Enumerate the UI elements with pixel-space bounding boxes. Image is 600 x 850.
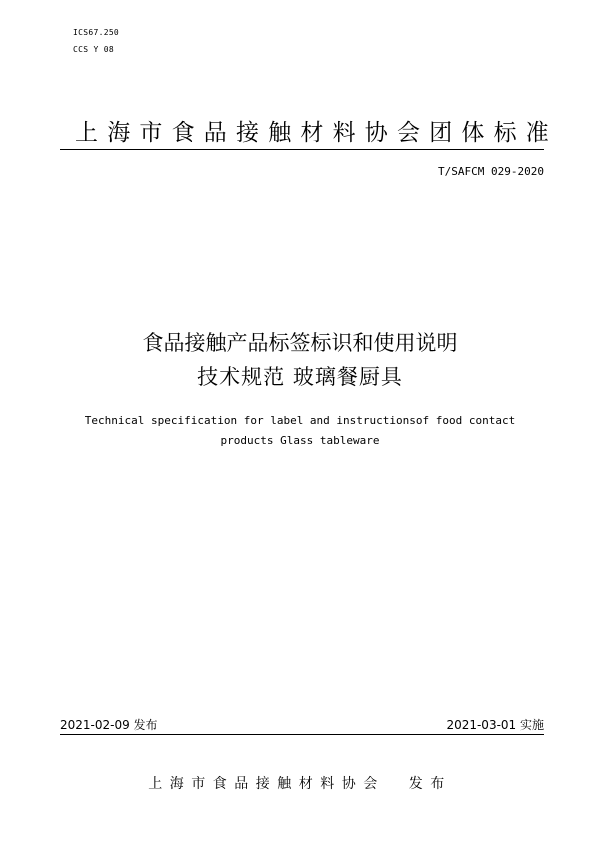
footer-divider xyxy=(60,734,544,735)
document-title-en-line1: Technical specification for label and instructionsof food contact xyxy=(84,414,516,427)
document-title-zh-line1: 食品接触产品标签标识和使用说明 xyxy=(142,331,458,355)
ics-code: ICS67.250 xyxy=(73,28,120,37)
publisher: 上海市食品接触材料协会 发布 xyxy=(148,776,452,792)
document-title-en-line2: products Glass tableware xyxy=(220,434,380,447)
publish-date: 2021-02-09 发布 xyxy=(60,718,158,732)
implementation-date: 2021-03-01 实施 xyxy=(446,718,544,732)
organization-standard-title: 上海市食品接触材料协会团体标准 xyxy=(75,120,558,146)
header-divider xyxy=(60,149,544,150)
standard-number: T/SAFCM 029-2020 xyxy=(438,165,544,178)
document-title-zh-line2: 技术规范 玻璃餐厨具 xyxy=(197,365,403,389)
ccs-code: CCS Y 08 xyxy=(73,45,114,54)
